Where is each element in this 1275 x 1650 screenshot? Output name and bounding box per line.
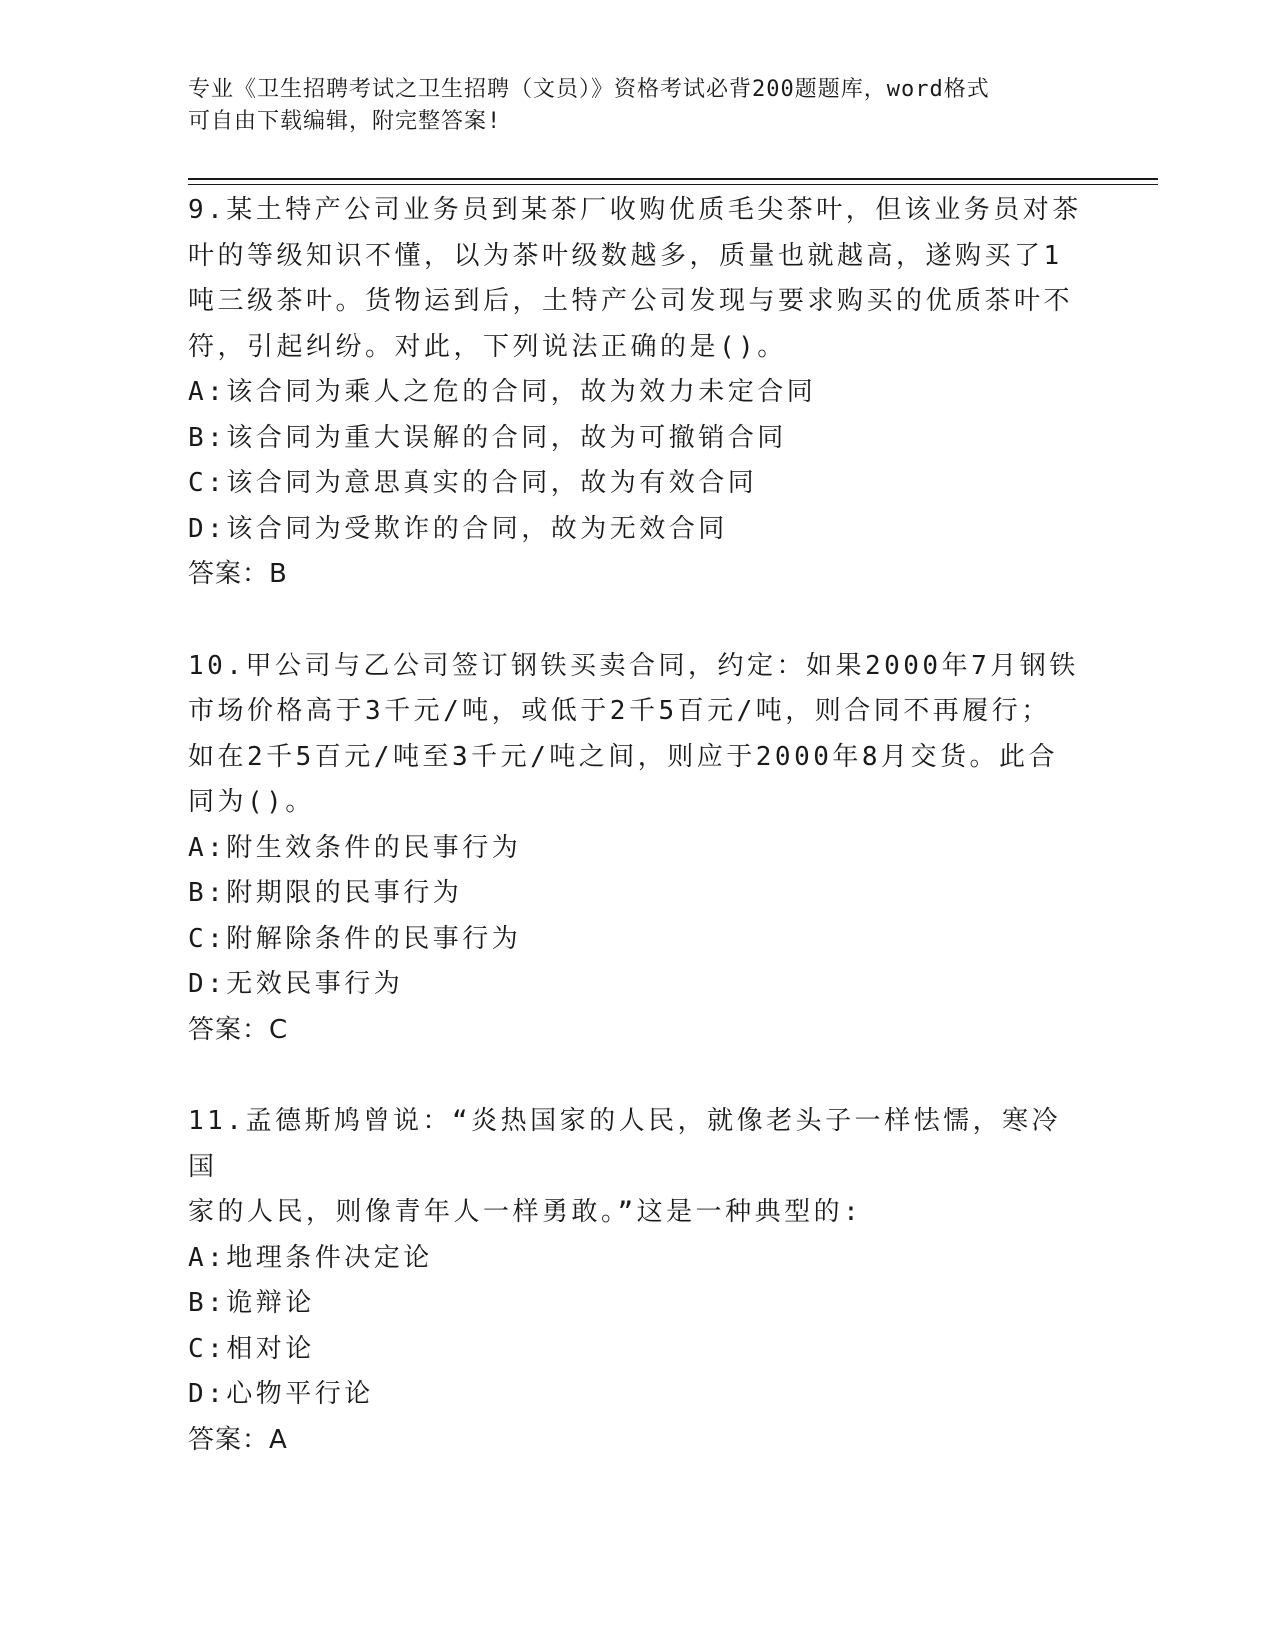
answer: 答案：B	[188, 559, 288, 589]
stem-line: 9.某土特产公司业务员到某茶厂收购优质毛尖茶叶，但该业务员对茶	[188, 195, 1082, 225]
answer: 答案：C	[188, 1014, 289, 1045]
stem-line: 10.甲公司与乙公司签订钢铁买卖合同，约定：如果2000年7月钢铁	[188, 650, 1079, 681]
header-divider-thin	[188, 184, 1158, 185]
document-header	[188, 74, 1088, 138]
stem-line: 同为()。	[188, 787, 315, 817]
question-stem	[188, 644, 1088, 826]
stem-line: 如在2千5百元/吨至3千元/吨之间，则应于2000年8月交货。此合	[188, 741, 1059, 772]
stem-line: 家的人民，则像青年人一样勇敢。”这是一种典型的:	[188, 1197, 863, 1227]
answer: 答案：A	[188, 1424, 288, 1455]
header-line-1: 专业《卫生招聘考试之卫生招聘（文员）》资格考试必背200题题库，word格式	[188, 77, 990, 102]
header-line-2: 可自由下载编辑，附完整答案!	[188, 109, 502, 134]
option-d: D:无效民事行为	[188, 969, 404, 999]
option-c: C:相对论	[188, 1333, 315, 1364]
option-a: A:附生效条件的民事行为	[188, 832, 522, 863]
option-a: A:该合同为乘人之危的合同，故为效力未定合同	[188, 377, 817, 407]
stem-line: 市场价格高于3千元/吨，或低于2千5百元/吨，则合同不再履行；	[188, 696, 1051, 726]
stem-line: 吨三级茶叶。货物运到后，土特产公司发现与要求购买的优质茶叶不	[188, 286, 1074, 316]
stem-line: 符，引起纠纷。对此，下列说法正确的是()。	[188, 331, 787, 362]
stem-line: 11.孟德斯鸠曾说：“炎热国家的人民，就像老头子一样怯懦，寒冷国	[188, 1106, 1062, 1182]
question-10	[188, 644, 1088, 1054]
option-b: B:附期限的民事行为	[188, 878, 463, 908]
question-11	[188, 1099, 1088, 1463]
question-list	[188, 188, 1088, 1463]
question-stem	[188, 188, 1088, 370]
option-c: C:附解除条件的民事行为	[188, 923, 522, 954]
question-stem	[188, 1099, 1088, 1236]
option-d: D:该合同为受欺诈的合同，故为无效合同	[188, 513, 728, 544]
question-9	[188, 188, 1088, 598]
option-d: D:心物平行论	[188, 1379, 374, 1409]
option-b: B:诡辩论	[188, 1288, 315, 1318]
header-divider-thick	[188, 178, 1158, 180]
option-b: B:该合同为重大误解的合同，故为可撤销合同	[188, 422, 787, 453]
stem-line: 叶的等级知识不懂，以为茶叶级数越多，质量也就越高，遂购买了1	[188, 240, 1063, 271]
option-a: A:地理条件决定论	[188, 1242, 433, 1273]
option-c: C:该合同为意思真实的合同，故为有效合同	[188, 468, 758, 498]
